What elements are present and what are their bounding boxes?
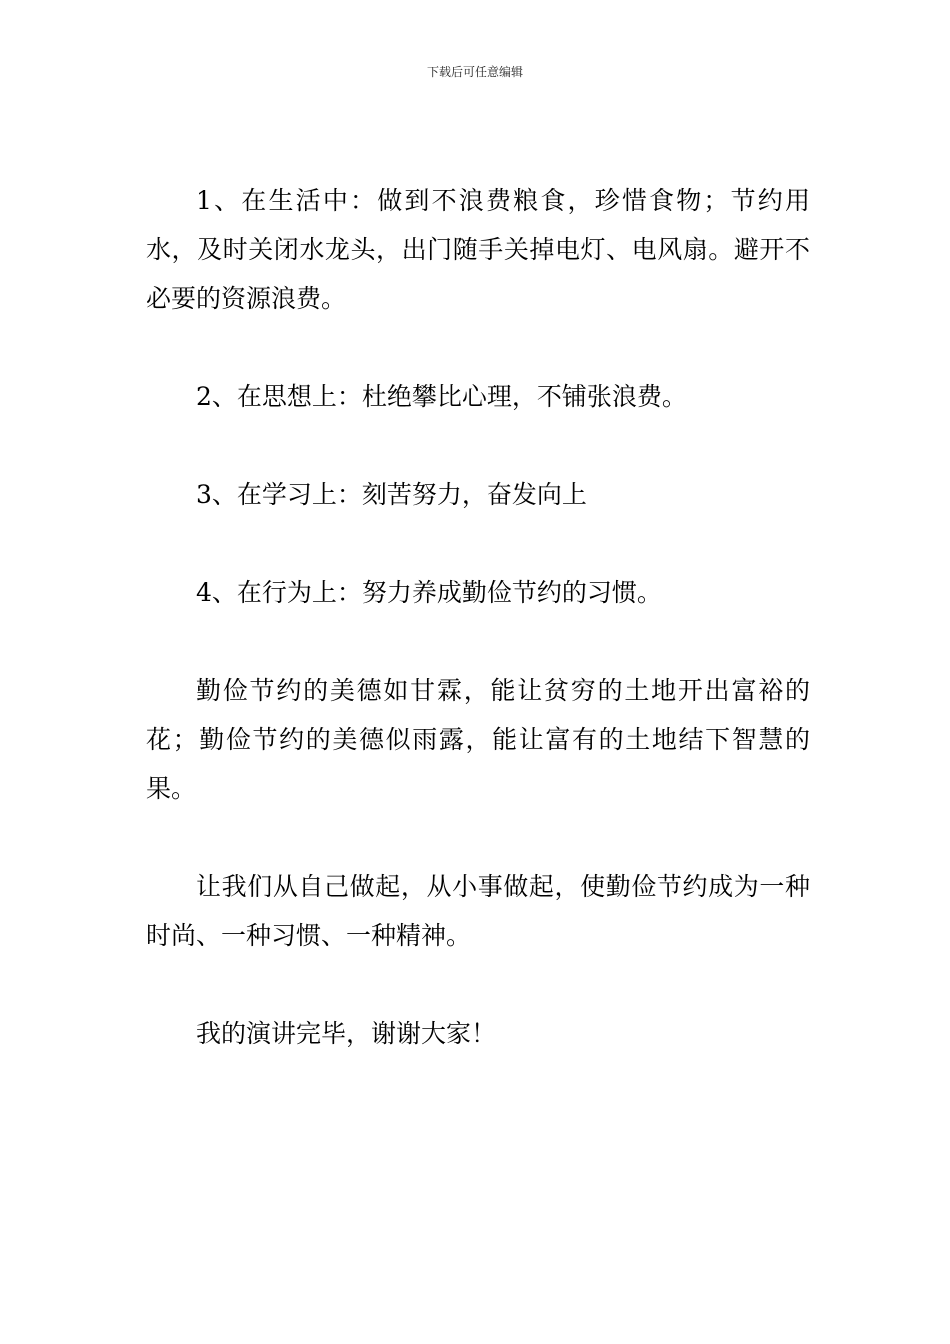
paragraph-virtue: 勤俭节约的美德如甘霖，能让贫穷的土地开出富裕的花；勤俭节约的美德似雨露，能让富有的土地结下智慧的果。 [146, 676, 810, 803]
paragraph-call-to-action: 让我们从自己做起，从小事做起，使勤俭节约成为一种时尚、一种习惯、一种精神。 [146, 872, 810, 950]
paragraph-daily-life: 1、在生活中：做到不浪费粮食，珍惜食物；节约用水，及时关闭水龙头，出门随手关掉电灯、电风扇。避开不必要的资源浪费。 [146, 186, 810, 313]
document-body [146, 176, 810, 1058]
paragraph-study: 3、在学习上：刻苦努力，奋发向上 [196, 480, 587, 509]
paragraph-thinking: 2、在思想上：杜绝攀比心理，不铺张浪费。 [196, 382, 687, 411]
paragraph-behavior: 4、在行为上：努力养成勤俭节约的习惯。 [196, 578, 662, 607]
header-note: 下载后可任意编辑 [426, 65, 523, 79]
paragraph-closing: 我的演讲完毕，谢谢大家！ [196, 1019, 497, 1048]
